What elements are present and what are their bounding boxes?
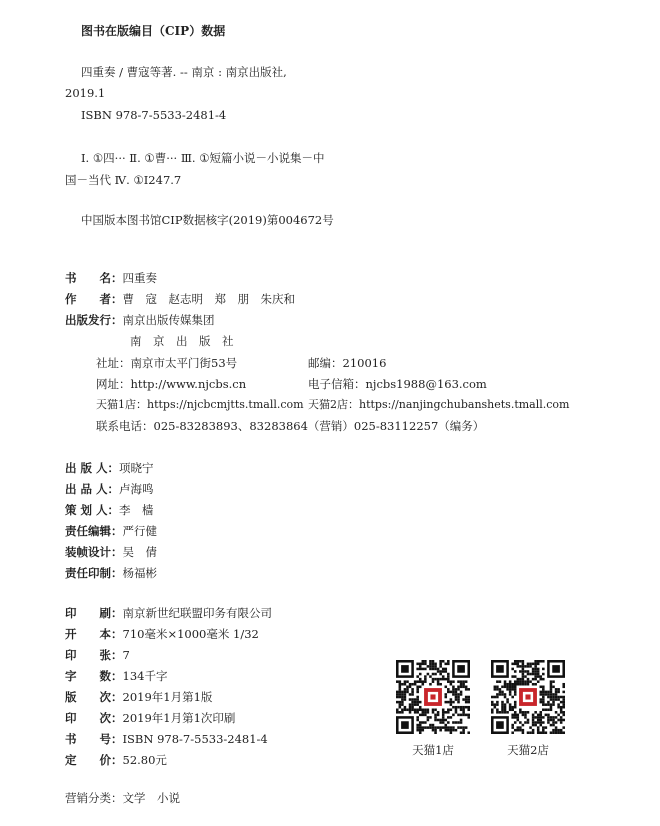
publisher-name: 南 京 出 版 社 bbox=[130, 334, 234, 348]
cip-record-number: 中国版本图书馆CIP数据核字(2019)第004672号 bbox=[81, 213, 334, 227]
print-row: 印 刷：南京新世纪联盟印务有限公司 bbox=[65, 606, 272, 620]
cip-heading: 图书在版编目（CIP）数据 bbox=[81, 24, 226, 38]
website: 网址：http://www.njcbs.cn bbox=[96, 377, 247, 391]
tmall-store-1-url: 天猫1店：https://njcbcmjtts.tmall.com bbox=[96, 398, 304, 411]
print-row: 字 数：134千字 bbox=[65, 669, 168, 683]
publisher-group: 南京出版传媒集团 bbox=[122, 313, 215, 327]
staff-row: 责任编辑：严行健 bbox=[65, 524, 157, 538]
print-row: 开 本：710毫米×1000毫米 1/32 bbox=[65, 627, 259, 641]
cip-class-line1: Ⅰ. ①四··· Ⅱ. ①曹··· Ⅲ. ①短篇小说－小说集－中 bbox=[81, 151, 325, 165]
publisher-label: 出版发行： bbox=[65, 313, 123, 327]
tmall-store-2-url: 天猫2店：https://nanjingchubanshets.tmall.com bbox=[308, 398, 570, 411]
cip-isbn: ISBN 978-7-5533-2481-4 bbox=[81, 108, 227, 122]
cip-line1: 四重奏 / 曹寇等著. -- 南京 : 南京出版社, bbox=[81, 65, 287, 79]
print-row: 定 价：52.80元 bbox=[65, 753, 167, 767]
book-name-label: 书 名： bbox=[65, 271, 123, 285]
staff-row: 责任印制：杨福彬 bbox=[65, 566, 157, 580]
marketing-category: 营销分类：文学 小说 bbox=[65, 791, 180, 805]
email: 电子信箱：njcbs1988@163.com bbox=[308, 377, 487, 391]
print-row: 印 张：7 bbox=[65, 648, 130, 662]
book-name-value: 四重奏 bbox=[122, 271, 157, 285]
author-label: 作 者： bbox=[65, 292, 123, 306]
cip-class-line2: 国－当代 Ⅳ. ①I247.7 bbox=[65, 173, 182, 187]
print-row: 书 号：ISBN 978-7-5533-2481-4 bbox=[65, 732, 268, 746]
staff-row: 出 版 人：项晓宁 bbox=[65, 461, 154, 475]
print-row: 印 次：2019年1月第1次印刷 bbox=[65, 711, 236, 725]
contact-phone: 联系电话：025-83283893、83283864（营销）025-83112257（编务） bbox=[96, 419, 485, 433]
cip-line2: 2019.1 bbox=[65, 86, 106, 100]
author-value: 曹 寇 赵志明 郑 朋 朱庆和 bbox=[122, 292, 295, 306]
address: 社址：南京市太平门街53号 bbox=[96, 356, 238, 370]
author-row bbox=[65, 291, 295, 307]
qr-code-icon bbox=[491, 660, 565, 734]
qr-label-tmall-2: 天猫2店 bbox=[507, 743, 549, 757]
staff-row: 策 划 人：李 樯 bbox=[65, 503, 154, 517]
print-row: 版 次：2019年1月第1版 bbox=[65, 690, 213, 704]
publisher-row bbox=[65, 312, 215, 328]
qr-code-icon bbox=[396, 660, 470, 734]
book-name-row bbox=[65, 270, 157, 286]
staff-row: 装帧设计：吴 倩 bbox=[65, 545, 157, 559]
postcode: 邮编：210016 bbox=[308, 356, 387, 370]
qr-label-tmall-1: 天猫1店 bbox=[412, 743, 454, 757]
staff-row: 出 品 人：卢海鸣 bbox=[65, 482, 154, 496]
